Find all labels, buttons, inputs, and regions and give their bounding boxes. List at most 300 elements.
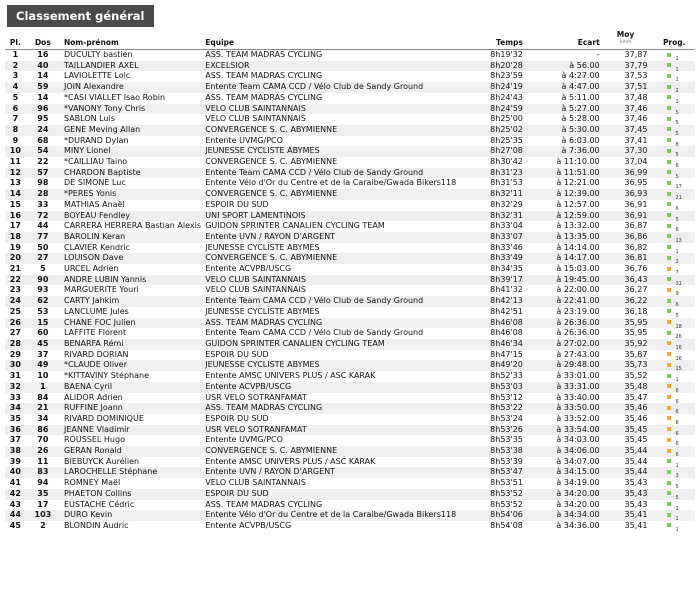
cell-name: JEANNE Vladimir [60, 425, 205, 436]
cell-prog [653, 221, 695, 232]
cell-ecart: à 33:31.00 [527, 382, 604, 393]
cell-ecart: à 26:36.00 [556, 328, 600, 338]
cell-ecart: à 6:03.00 [561, 135, 600, 145]
prog-count: 5 [675, 109, 679, 115]
table-row [5, 307, 695, 318]
prog-count: 5 [675, 312, 679, 318]
progress-up-icon [667, 481, 671, 485]
cell-moy: 37,04 [624, 157, 648, 167]
cell-moy: 35,44 [624, 456, 648, 466]
cell-name: MINY Lionel [60, 146, 205, 157]
cell-name: CARRERA HERRERA Bastian Alexis [63, 221, 201, 231]
prog-count: 1 [675, 248, 679, 254]
cell-name: *KITTAVINY Stéphane [63, 371, 149, 381]
cell-equipe: Entente Vélo d'Or du Centre et de la Caraibe/Gwada Bikers118 [205, 178, 457, 188]
cell-temps: 8h34'35 [490, 264, 523, 274]
prog-count: 6 [675, 409, 679, 414]
table-row [5, 275, 695, 286]
cell-temps: 8h33'07 [465, 232, 527, 243]
cell-ecart: à 12:57.00 [556, 199, 600, 209]
prog-count: 6 [675, 163, 679, 168]
cell-name: ROUSSEL Hugo [63, 435, 125, 445]
cell-dos: 54 [26, 146, 60, 157]
table-row [5, 446, 695, 457]
cell-dos: 77 [26, 232, 60, 243]
progress-down-icon [667, 288, 671, 292]
cell-ecart: à 13:32.00 [556, 221, 600, 231]
cell-equipe: EXCELSIOR [205, 61, 464, 72]
cell-dos: 15 [26, 318, 60, 329]
progress-up-icon [667, 224, 671, 228]
cell-name: RIVARD DORIAN [63, 349, 129, 359]
progress-up-icon [667, 170, 671, 174]
cell-pl: 5 [12, 92, 19, 102]
cell-prog [653, 296, 695, 307]
table-row [5, 104, 695, 115]
prog-count: 6 [675, 452, 679, 457]
cell-ecart: à 34:20.00 [527, 489, 604, 500]
cell-pl: 28 [5, 339, 26, 350]
cell-temps: 8h42'51 [490, 306, 523, 316]
cell-equipe: Entente Team CAMA CCD / Vélo Club de Sandy Ground [205, 328, 424, 338]
table-row [5, 82, 695, 93]
prog-count: 5 [675, 130, 679, 136]
table-row [5, 243, 695, 254]
cell-pl: 4 [5, 82, 26, 93]
cell-name: *DURAND Dylan [63, 135, 129, 145]
table-row [5, 478, 695, 489]
cell-ecart: à 33:50.00 [527, 403, 604, 414]
cell-prog [653, 285, 695, 296]
header-ecart: Ecart [527, 31, 604, 50]
cell-prog [653, 328, 695, 339]
cell-ecart: à 34:03.00 [556, 435, 600, 445]
prog-count: 16 [675, 355, 682, 361]
cell-name: DURO Kevin [60, 510, 205, 521]
cell-temps: 8h54'08 [490, 520, 523, 530]
cell-prog [653, 339, 695, 350]
cell-pl: 36 [5, 425, 26, 436]
cell-pl: 21 [9, 264, 21, 274]
prog-count: 1 [675, 526, 679, 532]
cell-moy: 37,48 [624, 92, 648, 102]
cell-temps: 8h53'47 [465, 467, 527, 478]
cell-moy: 37,46 [604, 104, 654, 115]
cell-ecart: à 14:17.00 [527, 253, 604, 264]
cell-temps: 8h41'32 [490, 285, 523, 295]
cell-moy: 37,41 [624, 135, 648, 145]
cell-dos: 22 [37, 157, 49, 167]
cell-ecart: à 34:36.00 [556, 520, 600, 530]
prog-count: 9 [675, 291, 679, 297]
cell-dos: 33 [37, 199, 49, 209]
cell-temps: 8h53'51 [490, 478, 523, 488]
cell-dos: 24 [26, 125, 60, 136]
cell-temps: 8h53'03 [465, 382, 527, 393]
cell-equipe: GUIDON SPRINTER CANALIEN CYCLING TEAM [205, 221, 385, 231]
table-row [5, 114, 695, 125]
cell-name: BIEBUYCK Aurélien [63, 456, 140, 466]
cell-prog [653, 318, 695, 329]
cell-temps: 8h53'38 [465, 446, 527, 457]
cell-prog [653, 200, 695, 211]
cell-moy: 35,43 [604, 489, 654, 500]
cell-equipe: USR VELO SOTRANFAMAT [205, 425, 464, 436]
cell-prog [653, 360, 695, 371]
progress-up-icon [667, 309, 671, 313]
cell-pl: 17 [9, 221, 21, 231]
table-row [5, 71, 695, 82]
cell-prog [653, 168, 695, 179]
table-row [5, 425, 695, 436]
cell-pl: 45 [9, 520, 21, 530]
cell-dos: 44 [37, 221, 49, 231]
table-row [5, 221, 695, 232]
cell-prog [653, 350, 695, 361]
prog-count: 31 [675, 280, 682, 286]
table-row [5, 435, 695, 446]
cell-pl: 9 [12, 135, 19, 145]
cell-dos: 34 [37, 413, 49, 423]
cell-moy: 36,86 [604, 232, 654, 243]
cell-equipe: Entente Vélo d'Or du Centre et de la Caraibe/Gwada Bikers118 [205, 510, 464, 521]
cell-temps: 8h47'15 [490, 349, 523, 359]
cell-temps: 8h53'35 [490, 435, 523, 445]
cell-prog [653, 125, 695, 136]
cell-temps: 8h49'20 [465, 360, 527, 371]
cell-equipe: Entente ACVPB/USCG [205, 520, 292, 530]
cell-moy: 35,47 [624, 392, 648, 402]
progress-down-icon [667, 416, 671, 420]
cell-dos: 14 [37, 92, 49, 102]
cell-prog [653, 61, 695, 72]
cell-temps: 8h31'23 [465, 168, 527, 179]
cell-equipe: ASS. TEAM MADRAS CYCLING [205, 92, 323, 102]
cell-ecart: à 23:19.00 [556, 306, 600, 316]
prog-count: 26 [675, 334, 682, 339]
cell-dos: 26 [26, 446, 60, 457]
progress-down-icon [667, 267, 671, 271]
table-row [5, 371, 695, 382]
cell-prog [653, 435, 695, 446]
cell-moy: 36,87 [624, 221, 648, 231]
cell-ecart: à 14:14.00 [556, 242, 600, 252]
cell-pl: 32 [5, 382, 26, 393]
cell-moy: 35,46 [624, 413, 648, 423]
cell-temps: 8h46'08 [465, 318, 527, 329]
cell-ecart: à 22:00.00 [556, 285, 600, 295]
cell-name: ROMNEY Maël [63, 478, 121, 488]
cell-pl: 16 [5, 211, 26, 222]
cell-name: *PERES Yonis [60, 189, 205, 200]
table-row [5, 489, 695, 500]
cell-pl: 10 [5, 146, 26, 157]
cell-equipe: CONVERGENCE S. C. ABYMIENNE [205, 446, 464, 457]
cell-equipe: UNI SPORT LAMENTINOIS [205, 211, 464, 222]
progress-up-icon [667, 234, 671, 238]
cell-temps: 8h25'35 [490, 135, 523, 145]
progress-up-icon [667, 523, 671, 527]
cell-temps: 8h33'04 [490, 221, 523, 231]
cell-pl: 43 [9, 499, 21, 509]
cell-equipe: CONVERGENCE S. C. ABYMIENNE [205, 157, 338, 167]
prog-count: 1 [675, 77, 679, 83]
progress-up-icon [667, 202, 671, 206]
cell-prog [653, 425, 695, 436]
progress-down-icon [667, 363, 671, 367]
progress-up-icon [667, 213, 671, 217]
cell-equipe: Entente AMSC UNIVERS PLUS / ASC KARAK [205, 371, 376, 381]
cell-dos: 1 [26, 382, 60, 393]
cell-name: CHANE FOC Julien [60, 318, 205, 329]
cell-pl: 22 [5, 275, 26, 286]
cell-pl: 14 [5, 189, 26, 200]
header-name: Nom-prénom [60, 31, 205, 50]
cell-ecart: à 4:27.00 [561, 71, 600, 81]
cell-pl: 34 [5, 403, 26, 414]
cell-moy: 35,95 [624, 328, 648, 338]
cell-dos: 50 [37, 242, 49, 252]
cell-dos: 86 [26, 425, 60, 436]
cell-moy: 36,27 [624, 285, 648, 295]
cell-dos: 72 [26, 211, 60, 222]
table-row [5, 285, 695, 296]
cell-dos: 53 [37, 306, 49, 316]
cell-equipe: Entente AMSC UNIVERS PLUS / ASC KARAK [205, 456, 376, 466]
prog-count: 16 [675, 344, 682, 350]
cell-name: BLONDIN Audric [63, 520, 129, 530]
cell-temps: 8h24'59 [465, 104, 527, 115]
cell-moy: 35,95 [604, 318, 654, 329]
header-moy-unit: km/h [619, 40, 632, 45]
progress-down-icon [667, 341, 671, 345]
cell-name: BAENA Cyril [60, 382, 205, 393]
cell-pl: 2 [5, 61, 26, 72]
progress-down-icon [667, 384, 671, 388]
cell-prog [653, 136, 695, 147]
cell-temps: 8h53'22 [465, 403, 527, 414]
cell-dos: 35 [26, 489, 60, 500]
table-row [5, 403, 695, 414]
cell-temps: 8h54'06 [465, 510, 527, 521]
cell-ecart: à 33:01.00 [556, 371, 600, 381]
progress-up-icon [667, 127, 671, 131]
prog-count: 1 [675, 516, 679, 521]
cell-prog [653, 403, 695, 414]
cell-pl: 33 [9, 392, 21, 402]
cell-ecart: à 56.00 [527, 61, 604, 72]
cell-prog [653, 521, 695, 532]
cell-moy: 35,45 [624, 435, 648, 445]
cell-temps: 8h32'29 [490, 199, 523, 209]
cell-temps: 8h46'08 [490, 328, 523, 338]
cell-ecart: à 33:40.00 [556, 392, 600, 402]
cell-dos: 90 [26, 275, 60, 286]
cell-dos: 16 [37, 50, 49, 59]
cell-prog [653, 114, 695, 125]
cell-moy: 36,93 [604, 189, 654, 200]
table-row [5, 500, 695, 511]
cell-ecart: à 34:34.00 [527, 510, 604, 521]
cell-ecart: à 5:30.00 [527, 125, 604, 136]
cell-temps: 8h42'13 [465, 296, 527, 307]
cell-equipe: ASS. TEAM MADRAS CYCLING [205, 50, 323, 59]
cell-dos: 14 [37, 71, 49, 81]
cell-dos: 10 [37, 371, 49, 381]
progress-up-icon [667, 277, 671, 281]
table-row [5, 328, 695, 339]
prog-count: 6 [675, 430, 679, 436]
table-row [5, 350, 695, 361]
prog-count: 6 [675, 398, 679, 404]
progress-down-icon [667, 352, 671, 356]
cell-pl: 1 [12, 50, 19, 59]
cell-name: BOYEAU Fendley [60, 211, 205, 222]
cell-equipe: JEUNESSE CYCLISTE ABYMES [205, 360, 464, 371]
prog-count: 18 [675, 323, 682, 329]
cell-temps: 8h25'02 [465, 125, 527, 136]
cell-moy: 37,87 [624, 50, 648, 59]
table-row [5, 168, 695, 179]
cell-pl: 13 [9, 178, 21, 188]
cell-dos: 40 [26, 61, 60, 72]
table-row [5, 339, 695, 350]
cell-name: TAILLANDIER AXEL [60, 61, 205, 72]
table-row [5, 360, 695, 371]
cell-moy: 35,43 [624, 478, 648, 488]
cell-name: *CAILLIAU Taino [63, 157, 128, 167]
cell-equipe: CONVERGENCE S. C. ABYMIENNE [205, 189, 464, 200]
cell-ecart: à 11:10.00 [556, 157, 600, 167]
cell-pl: 41 [9, 478, 21, 488]
cell-dos: 59 [26, 82, 60, 93]
ranking-table [5, 31, 695, 532]
cell-ecart: à 7:36.00 [527, 146, 604, 157]
progress-up-icon [667, 192, 671, 196]
cell-pl: 39 [9, 456, 21, 466]
cell-dos: 93 [37, 285, 49, 295]
table-row [5, 157, 695, 168]
cell-pl: 30 [5, 360, 26, 371]
table-row [5, 61, 695, 72]
prog-count: 1 [675, 462, 679, 468]
table-row [5, 50, 695, 61]
prog-count: 7 [675, 270, 679, 275]
cell-pl: 3 [12, 71, 19, 81]
cell-ecart: à 22:41.00 [527, 296, 604, 307]
cell-ecart: à 5:27.00 [527, 104, 604, 115]
prog-count: 8 [675, 141, 679, 147]
prog-count: 6 [675, 302, 679, 307]
cell-pl: 18 [5, 232, 26, 243]
progress-up-icon [667, 63, 671, 67]
cell-pl: 44 [5, 510, 26, 521]
cell-prog [653, 489, 695, 500]
cell-pl: 20 [5, 253, 26, 264]
cell-ecart: à 12:21.00 [556, 178, 600, 188]
progress-up-icon [667, 74, 671, 78]
cell-temps: 8h33'49 [465, 253, 527, 264]
table-row [5, 146, 695, 157]
cell-ecart: à 27:43.00 [556, 349, 600, 359]
cell-pl: 11 [9, 157, 21, 167]
table-row [5, 200, 695, 211]
table-row [5, 253, 695, 264]
header-moy [604, 31, 654, 50]
prog-count: 5 [675, 120, 679, 125]
progress-down-icon [667, 449, 671, 453]
cell-dos: 84 [37, 392, 49, 402]
cell-pl: 26 [5, 318, 26, 329]
progress-up-icon [667, 245, 671, 249]
cell-name: URCEL Adrien [63, 264, 119, 274]
cell-equipe: JEUNESSE CYCLISTE ABYMES [205, 146, 464, 157]
cell-dos: 62 [26, 296, 60, 307]
prog-count: 5 [675, 173, 679, 179]
cell-ecart: - [596, 50, 600, 59]
progress-up-icon [667, 160, 671, 164]
cell-moy: 35,92 [604, 339, 654, 350]
cell-ecart: à 33:54.00 [527, 425, 604, 436]
cell-ecart: à 4:47.00 [527, 82, 604, 93]
prog-count: 1 [675, 56, 679, 61]
cell-equipe: CONVERGENCE S. C. ABYMIENNE [205, 253, 464, 264]
cell-moy: 37,51 [604, 82, 654, 93]
cell-prog [653, 211, 695, 222]
progress-up-icon [667, 95, 671, 99]
cell-name: RIVARD DOMINIQUE [63, 413, 144, 423]
cell-ecart: à 27:02.00 [527, 339, 604, 350]
cell-prog [653, 307, 695, 318]
cell-prog [653, 457, 695, 468]
cell-moy: 35,41 [624, 520, 648, 530]
cell-temps: 8h25'00 [490, 114, 523, 124]
prog-count: 1 [675, 66, 679, 72]
progress-up-icon [667, 53, 671, 57]
prog-count: 6 [675, 441, 679, 447]
cell-ecart: à 26:36.00 [527, 318, 604, 329]
cell-name: GENE Meving Allan [60, 125, 205, 136]
cell-prog [653, 146, 695, 157]
cell-moy: 36,91 [624, 199, 648, 209]
cell-moy: 36,43 [604, 275, 654, 286]
cell-prog [653, 275, 695, 286]
prog-count: 1 [675, 98, 679, 104]
header-dos: Dos [26, 31, 60, 50]
cell-temps: 8h53'52 [465, 489, 527, 500]
cell-temps: 8h46'34 [465, 339, 527, 350]
cell-dos: 27 [26, 253, 60, 264]
cell-pl: 8 [5, 125, 26, 136]
cell-moy: 36,95 [624, 178, 648, 188]
table-row [5, 232, 695, 243]
progress-down-icon [667, 320, 671, 324]
cell-equipe: ESPOIR DU SUD [205, 349, 269, 359]
cell-dos: 57 [26, 168, 60, 179]
cell-name: PHAETON Collins [60, 489, 205, 500]
prog-count: 3 [675, 473, 679, 479]
cell-name: DUCULTY bastien [63, 50, 133, 59]
cell-temps: 8h20'28 [465, 61, 527, 72]
cell-temps: 8h53'39 [490, 456, 523, 466]
cell-equipe: VELO CLUB SAINTANNAIS [205, 104, 464, 115]
cell-name: *CLAUDE Oliver [60, 360, 205, 371]
cell-ecart: à 34:06.00 [527, 446, 604, 457]
cell-equipe: ASS. TEAM MADRAS CYCLING [205, 318, 464, 329]
cell-prog [653, 264, 695, 275]
cell-temps: 8h32'31 [465, 211, 527, 222]
table-row [5, 136, 695, 147]
